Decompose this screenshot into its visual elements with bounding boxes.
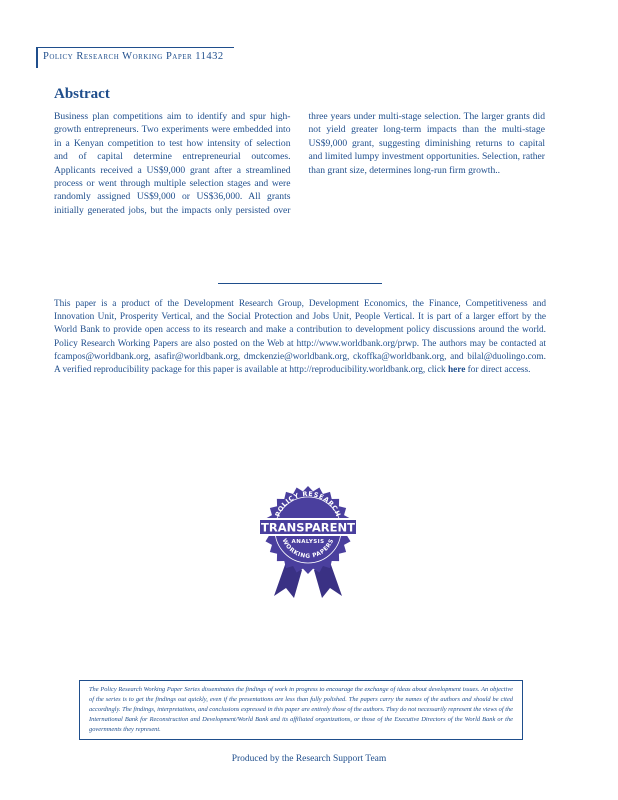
- paper-info: [54, 298, 546, 377]
- paper-info-text: This paper is a product of the Development Research Group, Development Economics, the Finance, Competitiveness and Innovation Unit, Prosperity Vertical, and the Social Protection and Jobs Unit, People Vertical. It is part of a larger effort by the World Bank to provide open access to its research and make a contribution to development policy discussions around the world. Policy Research Working Papers are also posted on the Web at http://www.worldbank.org/prwp. The authors may be contacted at fcampos@worldbank.org, asafir@worldbank.org, dmckenzie@worldbank.org, ckoffka@worldbank.org, and bilal@duolingo.com. A verified reproducibility package for this paper is available at http://reproducibility.worldbank.org, click: [54, 299, 546, 376]
- footer-text: Produced by the Research Support Team: [231, 754, 387, 764]
- badge-bottom-text: WORKING PAPERS: [280, 537, 336, 560]
- disclaimer-box: [79, 680, 523, 740]
- badge-main-text: TRANSPARENT: [261, 520, 355, 535]
- abstract-heading: Abstract: [54, 86, 110, 102]
- transparent-analysis-badge: [252, 482, 364, 602]
- series-title: Policy Research Working Paper 11432: [43, 51, 224, 62]
- abstract-text: Business plan competitions aim to identify and spur high-growth entrepreneurs. Two experiments were embedded into in a Kenyan competition to test how intensity of selection and of capital determine entrepreneurial outcomes. Applicants received a US$9,000 grant after a streamlined process or went through multiple selection stages and were randomly assigned US$9,000 or US$36,000. All grants initially generated jobs, but the impacts only persisted over three years under multi-stage selection. The larger grants did not yield greater long-term impacts than the multi-stage US$9,000 grant, suggesting diminishing returns to capital and limited lumpy investment opportunities. Selection, rather than grant size, determines long-run firm growth..: [54, 111, 545, 216]
- reproducibility-link[interactable]: here: [447, 365, 466, 376]
- disclaimer-text: The Policy Research Working Paper Series disseminates the findings of work in progress to encourage the exchange of ideas about development issues. An objective of the series is to get the findings out quickly, even if the presentations are less than fully polished. The papers carry the names of the authors and should be cited accordingly. The findings, interpretations, and conclusions expressed in this paper are entirely those of the authors. They do not necessarily represent the views of the International Bank for Reconstruction and Development/World Bank and its affiliated organizations, or those of the Executive Directors of the World Bank or the governments they represent.: [89, 686, 513, 733]
- badge-top-text: POLICY RESEARCH: [273, 489, 343, 519]
- section-divider: [218, 283, 382, 284]
- badge-sub-text: ANALYSIS: [291, 539, 325, 545]
- paper-info-text-after: for direct access.: [465, 365, 531, 376]
